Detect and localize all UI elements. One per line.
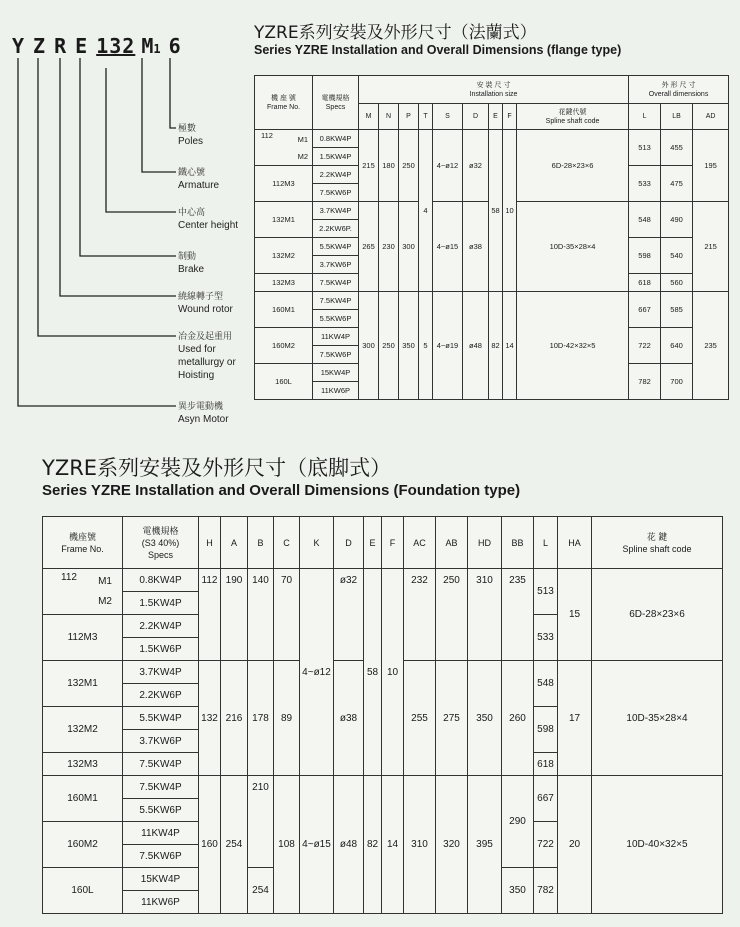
flange-h-install: 安 裝 尺 寸 Installation size [359, 76, 629, 104]
foundation-table [42, 516, 723, 914]
table-cell: 4~ø19 [433, 292, 463, 400]
foundation-frame-112: 112 M1 M2 [43, 569, 123, 615]
code-y: Y [12, 34, 34, 58]
table-cell: ø48 [334, 776, 364, 914]
table-cell: 11KW4P [123, 822, 199, 845]
table-cell: 132M1 [43, 661, 123, 707]
table-cell: 132M1 [255, 202, 313, 238]
table-cell: 255 [404, 661, 436, 776]
table-cell: 215 [359, 130, 379, 202]
table-cell: 15KW4P [313, 364, 359, 382]
table-cell: 598 [534, 707, 558, 753]
table-cell: 7.5KW6P [313, 346, 359, 364]
table-cell: 6D-28×23×6 [592, 569, 723, 661]
table-cell: 5.5KW6P [313, 310, 359, 328]
table-cell: 58 [489, 130, 503, 292]
table-cell: 395 [468, 776, 502, 914]
table-cell: 350 [468, 661, 502, 776]
table-cell: 265 [359, 202, 379, 292]
foundation-col-e: E [364, 517, 382, 569]
table-cell: 598 [629, 238, 661, 274]
foundation-col-h: H [199, 517, 221, 569]
table-cell: 585 [661, 292, 693, 328]
table-cell: 7.5KW6P [123, 845, 199, 868]
code-132: 132 [96, 34, 136, 58]
table-cell: 180 [379, 130, 399, 202]
foundation-col-k: K [300, 517, 334, 569]
code-e: E [75, 34, 97, 58]
table-cell: 160M1 [43, 776, 123, 822]
table-cell: 11KW4P [313, 328, 359, 346]
table-cell: ø32 [463, 130, 489, 202]
table-cell: 215 [693, 202, 729, 292]
table-cell: 310 [468, 569, 502, 661]
table-cell: 132M2 [43, 707, 123, 753]
table-cell: 15KW4P [123, 868, 199, 891]
table-cell: 10D-35×28×4 [517, 202, 629, 292]
table-cell: 108 [274, 776, 300, 914]
table-cell: 17 [558, 661, 592, 776]
foundation-col-bb: BB [502, 517, 534, 569]
table-cell: 618 [534, 753, 558, 776]
table-cell: 618 [629, 274, 661, 292]
table-cell: 250 [399, 130, 419, 202]
code-r: R [54, 34, 76, 58]
table-cell: 0.8KW4P [313, 130, 359, 148]
flange-col-t: T [419, 104, 433, 130]
table-cell: 2.2KW6P [123, 684, 199, 707]
code-6: 6 [168, 34, 190, 58]
flange-h-overall: 外 形 尺 寸 Overall dimensions [629, 76, 729, 104]
table-cell: 89 [274, 661, 300, 776]
table-cell: 250 [379, 292, 399, 400]
table-cell: 82 [489, 292, 503, 400]
table-cell: 5.5KW4P [123, 707, 199, 730]
flange-title-cn: YZRE系列安裝及外形尺寸（法蘭式） [254, 23, 537, 43]
foundation-col-d: D [334, 517, 364, 569]
flange-col-e: E [489, 104, 503, 130]
foundation-title-cn: YZRE系列安裝及外形尺寸（底脚式） [42, 456, 392, 480]
table-cell: 178 [248, 661, 274, 776]
table-cell: 540 [661, 238, 693, 274]
table-cell: 10D-42×32×5 [517, 292, 629, 400]
table-cell: 640 [661, 328, 693, 364]
table-cell: 533 [629, 166, 661, 202]
table-cell: 722 [534, 822, 558, 868]
foundation-title-en: Series YZRE Installation and Overall Dimensions (Foundation type) [42, 482, 521, 499]
flange-col-lb: LB [661, 104, 693, 130]
table-cell: 82 [364, 776, 382, 914]
table-cell: 4~ø12 [300, 569, 334, 776]
table-cell: 7.5KW4P [313, 292, 359, 310]
foundation-col-f: F [382, 517, 404, 569]
table-cell: ø48 [463, 292, 489, 400]
table-cell: 3.7KW6P [123, 730, 199, 753]
table-cell: 190 [221, 569, 248, 661]
table-cell: 132M3 [255, 274, 313, 292]
table-cell: 195 [693, 130, 729, 202]
table-cell: 782 [534, 868, 558, 914]
table-cell: 10D-35×28×4 [592, 661, 723, 776]
table-cell: 254 [221, 776, 248, 914]
table-cell: 160M1 [255, 292, 313, 328]
flange-h-spec: 電機規格 Specs [313, 76, 359, 130]
table-cell: 10 [503, 130, 517, 292]
table-cell: 20 [558, 776, 592, 914]
flange-col-l: L [629, 104, 661, 130]
table-cell: 548 [629, 202, 661, 238]
table-cell: 15 [558, 569, 592, 661]
table-cell: 160 [199, 776, 221, 914]
table-cell: 2.2KW4P [123, 615, 199, 638]
foundation-col-ha: HA [558, 517, 592, 569]
table-cell: 4 [419, 130, 433, 292]
foundation-col-spline: 花 鍵 Spline shaft code [592, 517, 723, 569]
flange-col-m: M [359, 104, 379, 130]
table-cell: 455 [661, 130, 693, 166]
flange-col-ad: AD [693, 104, 729, 130]
table-cell: 0.8KW4P [123, 569, 199, 592]
foundation-col-b: B [248, 517, 274, 569]
flange-table [254, 75, 729, 400]
flange-col-f: F [503, 104, 517, 130]
table-cell: 667 [629, 292, 661, 328]
table-cell: 3.7KW4P [313, 202, 359, 220]
foundation-col-hd: HD [468, 517, 502, 569]
table-cell: 1.5KW6P [123, 638, 199, 661]
table-cell: 700 [661, 364, 693, 400]
legend-asyn-motor: 異步電動機 Asyn Motor [178, 401, 229, 425]
flange-h-frame: 機 座 號 Frame No. [255, 76, 313, 130]
code-sub1: 1 [153, 42, 161, 56]
table-cell: 4~ø15 [300, 776, 334, 914]
table-cell: 300 [399, 202, 419, 292]
foundation-h-spec: 電機規格 (S3 40%) Specs [123, 517, 199, 569]
table-cell: 4~ø12 [433, 130, 463, 202]
table-cell: 5.5KW6P [123, 799, 199, 822]
table-cell: 548 [534, 661, 558, 707]
table-cell: 290 [502, 776, 534, 868]
table-cell: 513 [629, 130, 661, 166]
table-cell: 533 [534, 615, 558, 661]
table-cell: 300 [359, 292, 379, 400]
table-cell: 232 [404, 569, 436, 661]
flange-frame-112: 112 M1 M2 [255, 130, 313, 166]
table-cell: 3.7KW6P [313, 256, 359, 274]
table-cell: 5 [419, 292, 433, 400]
table-cell: 7.5KW4P [313, 274, 359, 292]
table-cell: 490 [661, 202, 693, 238]
table-cell: ø38 [463, 202, 489, 292]
table-cell: 112M3 [43, 615, 123, 661]
table-cell: 560 [661, 274, 693, 292]
flange-col-spline: 花鍵代號 Spline shaft code [517, 104, 629, 130]
table-cell: 1.5KW4P [123, 592, 199, 615]
table-cell: 160L [255, 364, 313, 400]
code-z: Z [33, 34, 55, 58]
table-cell: 350 [502, 868, 534, 914]
table-cell: 513 [534, 569, 558, 615]
table-cell: 6D-28×23×6 [517, 130, 629, 202]
flange-col-s: S [433, 104, 463, 130]
table-cell: 160L [43, 868, 123, 914]
table-cell: 132M2 [255, 238, 313, 274]
table-cell: 260 [502, 661, 534, 776]
table-cell: 70 [274, 569, 300, 661]
flange-col-p: P [399, 104, 419, 130]
foundation-col-ac: AC [404, 517, 436, 569]
table-cell: 14 [382, 776, 404, 914]
table-cell: 230 [379, 202, 399, 292]
table-cell: 2.2KW4P [313, 166, 359, 184]
table-cell: 310 [404, 776, 436, 914]
table-cell: 475 [661, 166, 693, 202]
code-m: M [141, 34, 154, 58]
table-cell: 7.5KW6P [313, 184, 359, 202]
table-cell: 10D-40×32×5 [592, 776, 723, 914]
legend-armature: 鐵心號 Armature [178, 167, 220, 191]
table-cell: 132 [199, 661, 221, 776]
table-cell: 254 [248, 868, 274, 914]
table-cell: 275 [436, 661, 468, 776]
table-cell: ø32 [334, 569, 364, 661]
legend-brake: 制動 Brake [178, 251, 205, 275]
table-cell: 132M3 [43, 753, 123, 776]
flange-col-n: N [379, 104, 399, 130]
table-cell: 160M2 [43, 822, 123, 868]
table-cell: 210 [248, 776, 274, 868]
legend-center-height: 中心高 Center height [178, 207, 239, 231]
table-cell: 140 [248, 569, 274, 661]
foundation-col-ab: AB [436, 517, 468, 569]
table-cell: 235 [693, 292, 729, 400]
table-cell: 112M3 [255, 166, 313, 202]
legend-wound-rotor: 繞線轉子型 Wound rotor [178, 291, 233, 315]
table-cell: 14 [503, 292, 517, 400]
table-cell: 10 [382, 569, 404, 776]
foundation-col-l: L [534, 517, 558, 569]
table-cell: ø38 [334, 661, 364, 776]
table-cell: 11KW6P [123, 891, 199, 914]
table-cell: 667 [534, 776, 558, 822]
flange-col-d: D [463, 104, 489, 130]
table-cell: 5.5KW4P [313, 238, 359, 256]
table-cell: 7.5KW4P [123, 753, 199, 776]
table-cell: 7.5KW4P [123, 776, 199, 799]
table-cell: 160M2 [255, 328, 313, 364]
table-cell: 4~ø15 [433, 202, 463, 292]
legend-poles: 極數 Poles [178, 123, 204, 147]
foundation-col-c: C [274, 517, 300, 569]
table-cell: 2.2KW6P. [313, 220, 359, 238]
table-cell: 216 [221, 661, 248, 776]
flange-title-en: Series YZRE Installation and Overall Dimensions (flange type) [254, 43, 622, 57]
table-cell: 722 [629, 328, 661, 364]
table-cell: 235 [502, 569, 534, 661]
table-cell: 112 [199, 569, 221, 661]
table-cell: 11KW6P [313, 382, 359, 400]
table-cell: 1.5KW4P [313, 148, 359, 166]
table-cell: 58 [364, 569, 382, 776]
table-cell: 350 [399, 292, 419, 400]
table-cell: 250 [436, 569, 468, 661]
table-cell: 782 [629, 364, 661, 400]
foundation-col-a: A [221, 517, 248, 569]
table-cell: 3.7KW4P [123, 661, 199, 684]
foundation-h-frame: 機座號 Frame No. [43, 517, 123, 569]
table-cell: 320 [436, 776, 468, 914]
legend-metallurgy: 冶金及起重用 Used for metallurgy or Hoisting [178, 331, 236, 381]
